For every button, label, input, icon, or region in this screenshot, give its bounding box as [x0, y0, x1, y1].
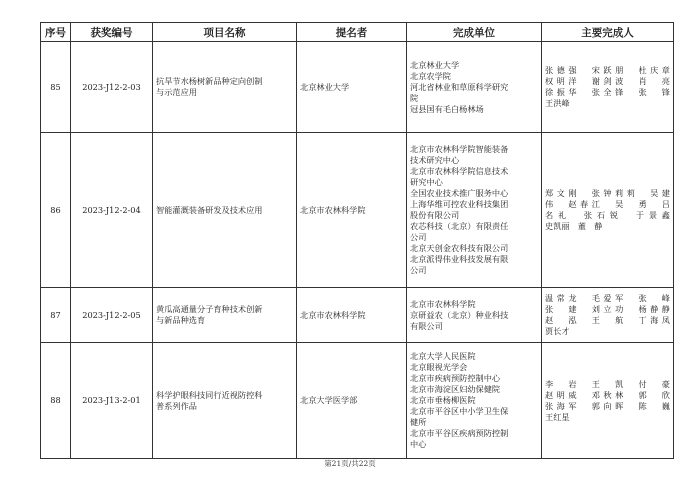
- unit-line: 农芯科技（北京）有限责任: [410, 221, 509, 231]
- people-line: 权明洋 谢剑波 肖 亮: [545, 76, 670, 86]
- header-people: 主要完成人: [542, 23, 674, 42]
- row-project: [153, 42, 297, 133]
- unit-line: 北京大学人民医院: [410, 351, 476, 361]
- unit-line: 股份有限公司: [410, 210, 460, 220]
- unit-line: 京研益农（北京）种业科技: [410, 309, 509, 320]
- project-line: 科学护眼科技同行近视防控科: [156, 389, 263, 400]
- unit-line: 冠县国有毛白杨林场: [410, 103, 484, 114]
- row-units: [407, 133, 542, 288]
- row-seq: 88: [41, 343, 71, 459]
- page-footer: 第21页/共22页: [324, 459, 376, 468]
- unit-line: 北京市平谷区中小学卫生保: [410, 406, 509, 416]
- row-seq: 87: [41, 288, 71, 343]
- people-line: 赵 泓 王 航 丁海凤: [545, 315, 670, 325]
- row-people: [542, 288, 674, 343]
- people-line: 郑文刚 张钟莉莉 吴建: [545, 188, 670, 198]
- people-line: 王洪峰: [545, 98, 570, 108]
- unit-line: 中心: [410, 439, 427, 449]
- people-line: 张 建 刘立功 杨静静: [545, 304, 670, 314]
- row-people: [542, 133, 674, 288]
- table-row: [41, 133, 674, 288]
- unit-line: 上海华维可控农业科技集团: [410, 199, 509, 209]
- row-code: 2023-J12-2-05: [71, 288, 153, 343]
- project-line: 抗旱节水杨树新品种定向创制: [156, 76, 263, 86]
- people-line: 张德强 宋跃朋 杜庆章: [545, 65, 670, 75]
- row-nominator: 北京市农林科学院: [297, 288, 407, 343]
- project-line: 与新品种选育: [156, 315, 206, 325]
- unit-line: 北京农学院: [410, 70, 451, 81]
- people-line: 温常龙 毛爱军 张 峰: [545, 293, 670, 303]
- project-line: 与示范应用: [156, 87, 197, 97]
- row-nominator: 北京林业大学: [297, 42, 407, 133]
- people-line: 贾长才: [545, 326, 570, 336]
- people-line: 李 岩 王 凯 付 豪: [545, 378, 670, 389]
- unit-line: 北京市农林科学院智能装备: [410, 144, 509, 154]
- unit-line: 北京天创金农科技有限公司: [410, 243, 509, 253]
- people-line: 张海军 郭向晖 陈 巍: [545, 400, 670, 411]
- row-code: 2023-J13-2-01: [71, 343, 153, 459]
- row-nominator: 北京大学医学部: [297, 343, 407, 459]
- unit-line: 北京眼视光学会: [410, 362, 468, 372]
- unit-line: 北京市海淀区妇幼保健院: [410, 384, 501, 394]
- header-project: 项目名称: [153, 23, 297, 42]
- row-code: 2023-J12-2-03: [71, 42, 153, 133]
- row-units: [407, 288, 542, 343]
- row-people: [542, 343, 674, 459]
- people-line: 赵明威 邓秋林 郭 欣: [545, 389, 670, 400]
- awards-table: [40, 22, 674, 459]
- unit-line: 全国农业技术推广服务中心: [410, 188, 509, 198]
- people-line: 伟 赵春江 吴 勇 吕: [545, 199, 670, 209]
- unit-line: 北京市平谷区疾病预防控制: [410, 428, 509, 438]
- row-nominator: 北京市农林科学院: [297, 133, 407, 288]
- table-row: [41, 343, 674, 459]
- table-row: [41, 288, 674, 343]
- row-units: [407, 42, 542, 133]
- header-row: [41, 23, 674, 42]
- unit-line: 公司: [410, 265, 427, 275]
- row-seq: 85: [41, 42, 71, 133]
- project-line: 智能灌溉装备研发及技术应用: [156, 204, 263, 215]
- row-project: [153, 288, 297, 343]
- people-line: 王红星: [545, 411, 570, 422]
- unit-line: 北京市垂杨柳医院: [410, 395, 476, 405]
- header-units: 完成单位: [407, 23, 542, 42]
- people-line: 徐振华 张全锋 张 锋: [545, 87, 670, 97]
- unit-line: 北京林业大学: [410, 59, 460, 70]
- header-nominator: 提名者: [297, 23, 407, 42]
- table-row: [41, 42, 674, 133]
- header-code: 获奖编号: [71, 23, 153, 42]
- unit-line: 北京市疾病预防控制中心: [410, 373, 501, 383]
- project-line: 普系列作品: [156, 400, 197, 411]
- unit-line: 有限公司: [410, 320, 443, 331]
- unit-line: 健所: [410, 417, 427, 427]
- unit-line: 北京市农林科学院信息技术: [410, 166, 509, 176]
- unit-line: 研究中心: [410, 177, 443, 187]
- row-seq: 86: [41, 133, 71, 288]
- header-seq: 序号: [41, 23, 71, 42]
- project-line: 黄瓜高通量分子育种技术创新: [156, 304, 263, 314]
- people-line: 名礼 张石锐 于景鑫: [545, 210, 670, 220]
- row-project: [153, 343, 297, 459]
- row-units: [407, 343, 542, 459]
- unit-line: 北京派得伟业科技发展有限: [410, 254, 509, 264]
- row-people: [542, 42, 674, 133]
- row-project: [153, 133, 297, 288]
- unit-line: 院: [410, 92, 419, 103]
- unit-line: 公司: [410, 232, 427, 242]
- unit-line: 技术研究中心: [410, 155, 460, 165]
- row-code: 2023-J12-2-04: [71, 133, 153, 288]
- people-line: 史凯丽 董 静: [545, 221, 603, 231]
- unit-line: 河北省林业和草原科学研究: [410, 81, 509, 92]
- unit-line: 北京市农林科学院: [410, 298, 476, 309]
